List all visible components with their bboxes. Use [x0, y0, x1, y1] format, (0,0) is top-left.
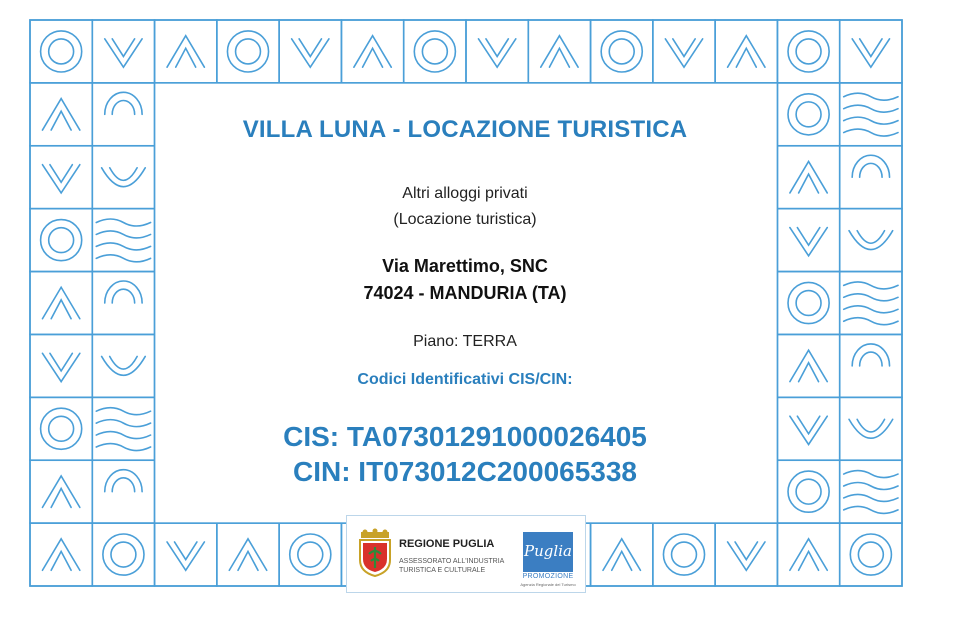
- category-line-2: (Locazione turistica): [393, 211, 537, 228]
- address-city: 74024 - MANDURIA (TA): [363, 283, 567, 303]
- cin-code: CIN: IT073012C200065338: [292, 456, 637, 487]
- address-street: Via Marettimo, SNC: [382, 256, 548, 276]
- category-line-1: Altri alloggi privati: [402, 185, 528, 202]
- puglia-wordmark: Puglia: [524, 542, 572, 560]
- promozione-label: PROMOZIONE: [522, 573, 574, 580]
- cis-code: CIS: TA07301291000026405: [283, 421, 647, 452]
- promozione-small-label: Agenzia Regionale del Turismo: [520, 582, 576, 587]
- page-title: VILLA LUNA - LOCAZIONE TURISTICA: [242, 116, 688, 143]
- regione-puglia-crest-icon: [357, 528, 393, 578]
- floor-info: Piano: TERRA: [413, 333, 517, 350]
- regione-sub-1: ASSESSORATO ALL'INDUSTRIA: [399, 558, 505, 565]
- regione-name: REGIONE PUGLIA: [399, 538, 495, 550]
- puglia-promozione-logo: [523, 532, 573, 572]
- regione-sub-2: TURISTICA E CULTURALE: [399, 567, 486, 574]
- codes-heading: Codici Identificativi CIS/CIN:: [357, 371, 573, 388]
- logo-box: [346, 515, 586, 593]
